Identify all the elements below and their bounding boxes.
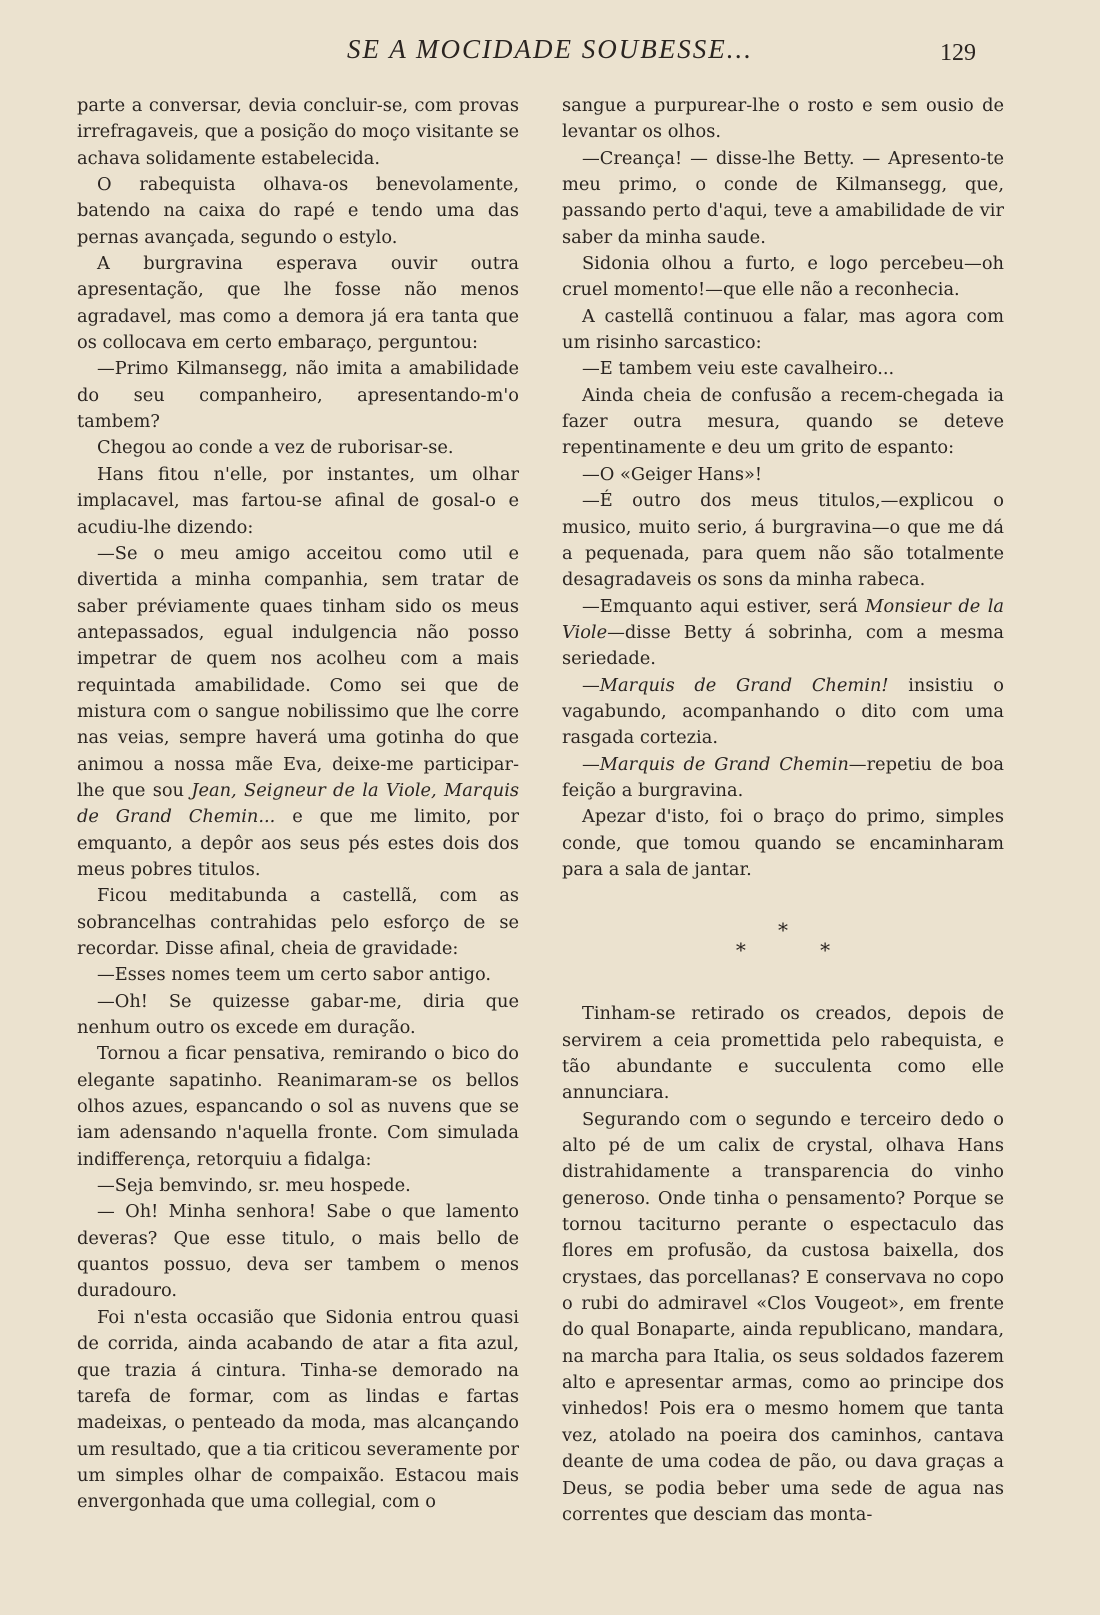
title-italic: Marquis de Grand Chemin bbox=[599, 753, 849, 775]
page-header bbox=[0, 30, 1100, 70]
dash: — bbox=[582, 753, 600, 775]
paragraph: Tinham-se retirado os creados, depois de servirem a ceia promettida pelo rabequista, e tão abundante e succulenta como elle annunciara. bbox=[562, 1003, 1004, 1104]
right-column bbox=[562, 93, 1004, 1528]
paragraph: —Esses nomes teem um certo sabor antigo. bbox=[97, 964, 492, 986]
title-italic: Monsieur de la Viole bbox=[562, 595, 1004, 643]
dash: — bbox=[582, 674, 600, 696]
paragraph-text: —disse Betty á sobrinha, com a mesma seriedade. bbox=[562, 621, 1004, 670]
running-title: SE A MOCIDADE SOUBESSE... bbox=[347, 34, 753, 64]
paragraph: Apezar d'isto, foi o braço do primo, simples conde, que tomou quando se encaminharam para a sala de jantar. bbox=[562, 806, 1004, 880]
paragraph bbox=[562, 673, 1004, 752]
paragraph-text: e que me limito, por emquanto, a depôr aos seus pés estes dois dos meus pobres titulos. bbox=[77, 806, 520, 880]
paragraph: sangue a purpurear-lhe o rosto e sem ousio de levantar os olhos. bbox=[562, 95, 1004, 143]
title-italic: Marquis de Grand Chemin! bbox=[599, 674, 889, 696]
paragraph: Hans fitou n'elle, por instantes, um olhar implacavel, mas fartou-se afinal de gosal-o e acudiu-lhe dizendo: bbox=[77, 463, 519, 538]
paragraph: —Creança! — disse-lhe Betty. — Apresento-te meu primo, o conde de Kilmansegg, que, passando perto d'aqui, teve a amabilidade de vir saber da minha saude. bbox=[562, 147, 1004, 248]
paragraph: Ficou meditabunda a castellã, com as sobrancelhas contrahidas pelo esforço de se recordar. Disse afinal, cheia de gravidade: bbox=[77, 885, 519, 959]
titles-italic: Jean, Seigneur de la Viole, Marquis de Grand Chemin... bbox=[77, 779, 520, 828]
paragraph: —O «Geiger Hans»! bbox=[582, 463, 763, 485]
paragraph: Sidonia olhou a furto, e logo percebeu—oh cruel momento!—que elle não a reconhecia. bbox=[562, 253, 1004, 301]
paragraph-text: insistiu o vagabundo, acompanhando o dito com uma rasgada cortezia. bbox=[562, 674, 1004, 749]
page-number: 129 bbox=[940, 40, 976, 66]
paragraph: —Oh! Se quizesse gabar-me, diria que nenhum outro os excede em duração. bbox=[77, 990, 519, 1039]
paragraph bbox=[562, 752, 1004, 805]
paragraph: parte a conversar, devia concluir-se, com provas irrefragaveis, que a posição do moço visitante se achava solidamente estabelecida. bbox=[77, 95, 519, 169]
asterism-top: * bbox=[778, 918, 788, 943]
paragraph: Foi n'esta occasião que Sidonia entrou quasi de corrida, ainda acabando de atar a fita azul, que trazia á cintura. Tinha-se demorado na tarefa de formar, com as lindas e fartas madeixas, o penteado da moda, mas alcançando um resultado, que a tia criticou severamente por um simples olhar de compaixão. Estacou mais envergonhada que uma collegial, com o bbox=[77, 1306, 519, 1513]
paragraph-text: —Se o meu amigo acceitou como util e divertida a minha companhia, sem tratar de saber préviamente quaes tinham sido os meus antepassados, egual indulgencia não posso impetrar de quem nos acolheu com a mais requintada amabilidade. Como sei que de mistura com o sangue nobilissimo que lhe corre nas veias, sempre haverá uma gotinha do que animou a nossa mãe Eva, deixe-me participar-lhe que sou bbox=[77, 542, 519, 801]
section-separator bbox=[562, 883, 1004, 1001]
asterism-bottom: * * bbox=[735, 938, 865, 963]
paragraph: O rabequista olhava-os benevolamente, batendo na caixa do rapé e tendo uma das pernas avançada, segundo o estylo. bbox=[77, 174, 519, 248]
paragraph: Ainda cheia de confusão a recem-chegada ia fazer outra mesura, quando se deteve repentinamente e deu um grito de espanto: bbox=[562, 384, 1004, 459]
paragraph bbox=[562, 594, 1004, 673]
paragraph: Segurando com o segundo e terceiro dedo o alto pé de um calix de crystal, olhava Hans distrahidamente a transparencia do vinho generoso. Onde tinha o pensamento? Porque se tornou taciturno perante o espectaculo das flores em profusão, da custosa baixella, dos crystaes, das porcellanas? E conservava no copo o rubi do admiravel «Clos Vougeot», em frente do qual Bonaparte, ainda republicano, mandara, na marcha para Italia, os seus soldados fazerem alto e apresentar armas, como ao principe dos vinhedos! Pois era o mesmo homem que tanta vez, atolado na poeira dos caminhos, cantava deante de uma codea de pão, ou dava graças a Deus, se podia beber uma sede de agua nas correntes que desciam das monta- bbox=[562, 1108, 1004, 1525]
paragraph: A castellã continuou a falar, mas agora com um risinho sarcastico: bbox=[562, 305, 1004, 354]
paragraph: —Seja bemvindo, sr. meu hospede. bbox=[97, 1175, 411, 1197]
paragraph: — Oh! Minha senhora! Sabe o que lamento deveras? Que esse titulo, o mais bello de quantos possuo, deva ser tambem o menos duradouro. bbox=[77, 1201, 519, 1302]
paragraph: —E tambem veiu este cavalheiro... bbox=[582, 358, 895, 380]
paragraph: Tornou a ficar pensativa, remirando o bico do elegante sapatinho. Reanimaram-se os bellos olhos azues, espancando o sol as nuvens que se iam adensando n'aquella fronte. Com simulada indifferença, retorquiu a fidalga: bbox=[77, 1043, 519, 1170]
paragraph: —É outro dos meus titulos,—explicou o musico, muito serio, á burgravina—o que me dá a pequenada, para quem não são totalmente desagradaveis os sons da minha rabeca. bbox=[562, 490, 1004, 591]
paragraph: —Primo Kilmansegg, não imita a amabilidade do seu companheiro, apresentando-m'o tambem? bbox=[77, 358, 519, 433]
left-column bbox=[77, 93, 519, 1516]
paragraph: Chegou ao conde a vez de ruborisar-se. bbox=[97, 437, 454, 459]
paragraph: A burgravina esperava ouvir outra apresentação, que lhe fosse não menos agradavel, mas como a demora já era tanta que os collocava em certo embaraço, perguntou: bbox=[77, 253, 519, 354]
paragraph-text: —repetiu de boa feição a burgravina. bbox=[562, 753, 1004, 801]
paragraph-text: —Emquanto aqui estiver, será bbox=[582, 595, 858, 617]
paragraph bbox=[77, 541, 519, 883]
